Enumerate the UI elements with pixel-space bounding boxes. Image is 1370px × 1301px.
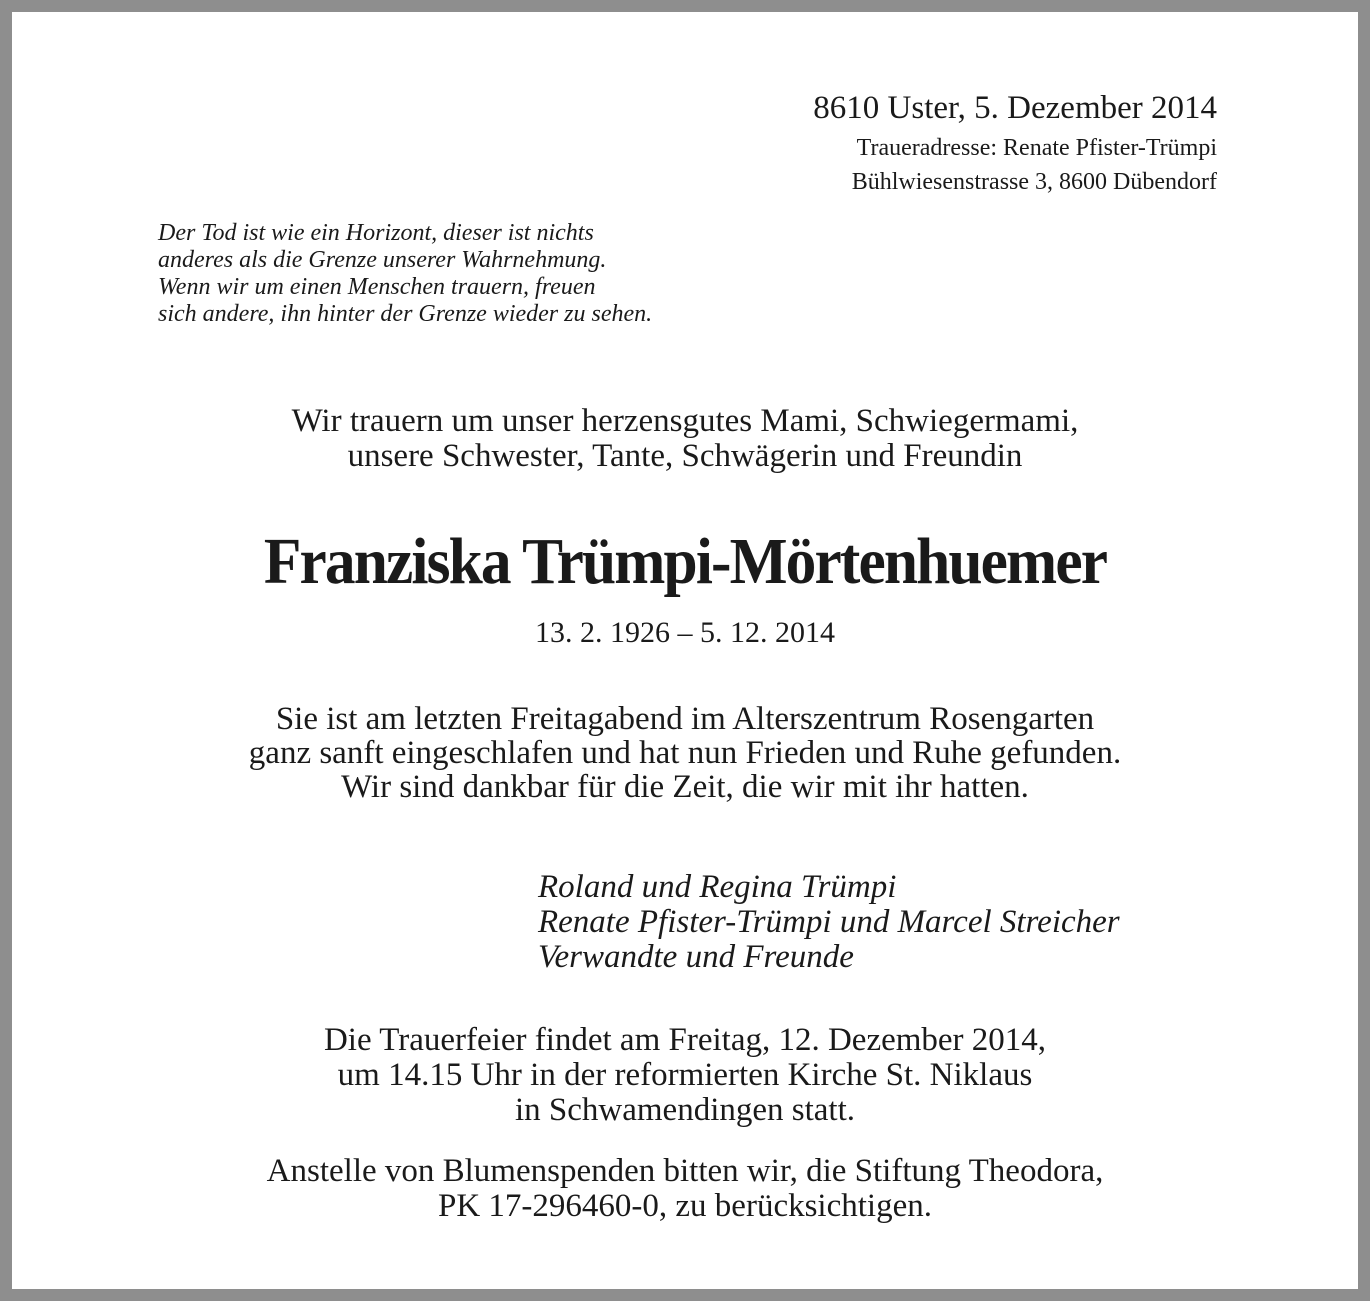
quote-line: sich andere, ihn hinter der Grenze wieder zu sehen. bbox=[158, 301, 653, 327]
donation-line: PK 17-296460-0, zu berücksichtigen. bbox=[438, 1188, 932, 1224]
life-dates: 13. 2. 1926 – 5. 12. 2014 bbox=[535, 616, 835, 649]
mourning-address-street: Bühlwiesenstrasse 3, 8600 Dübendorf bbox=[851, 169, 1217, 195]
signatories bbox=[538, 870, 1120, 975]
message bbox=[12, 702, 1358, 804]
donation-line: Anstelle von Blumenspenden bitten wir, die Stiftung Theodora, bbox=[266, 1153, 1104, 1189]
place-date: 8610 Uster, 5. Dezember 2014 bbox=[813, 90, 1217, 126]
donation-info bbox=[12, 1154, 1358, 1224]
quote-line: anderes als die Grenze unserer Wahrnehmung. bbox=[158, 247, 607, 273]
signatory: Verwandte und Freunde bbox=[538, 939, 854, 975]
signatory: Roland und Regina Trümpi bbox=[538, 869, 897, 905]
quote-line: Wenn wir um einen Menschen trauern, freuen bbox=[158, 274, 596, 300]
mourning-intro bbox=[12, 404, 1358, 474]
deceased-name: Franziska Trümpi-Mörtenhuemer bbox=[263, 525, 1107, 598]
message-line: Sie ist am letzten Freitagabend im Alterszentrum Rosengarten bbox=[275, 701, 1095, 737]
service-line: in Schwamendingen statt. bbox=[514, 1092, 856, 1128]
quote-line: Der Tod ist wie ein Horizont, dieser ist nichts bbox=[158, 220, 594, 246]
service-line: um 14.15 Uhr in der reformierten Kirche St. Niklaus bbox=[337, 1057, 1033, 1093]
quote bbox=[158, 220, 652, 328]
service-info bbox=[12, 1023, 1358, 1128]
service-line: Die Trauerfeier findet am Freitag, 12. Dezember 2014, bbox=[323, 1022, 1047, 1058]
message-line: Wir sind dankbar für die Zeit, die wir mit ihr hatten. bbox=[341, 769, 1029, 805]
signatory: Renate Pfister-Trümpi und Marcel Streicher bbox=[538, 904, 1120, 940]
mourning-line: Wir trauern um unser herzensgutes Mami, Schwiegermami, bbox=[291, 403, 1079, 439]
obituary-notice bbox=[12, 12, 1358, 1289]
mourning-address-label: Traueradresse: Renate Pfister-Trümpi bbox=[856, 135, 1217, 161]
message-line: ganz sanft eingeschlafen und hat nun Frieden und Ruhe gefunden. bbox=[248, 735, 1122, 771]
mourning-line: unsere Schwester, Tante, Schwägerin und Freundin bbox=[347, 438, 1023, 474]
